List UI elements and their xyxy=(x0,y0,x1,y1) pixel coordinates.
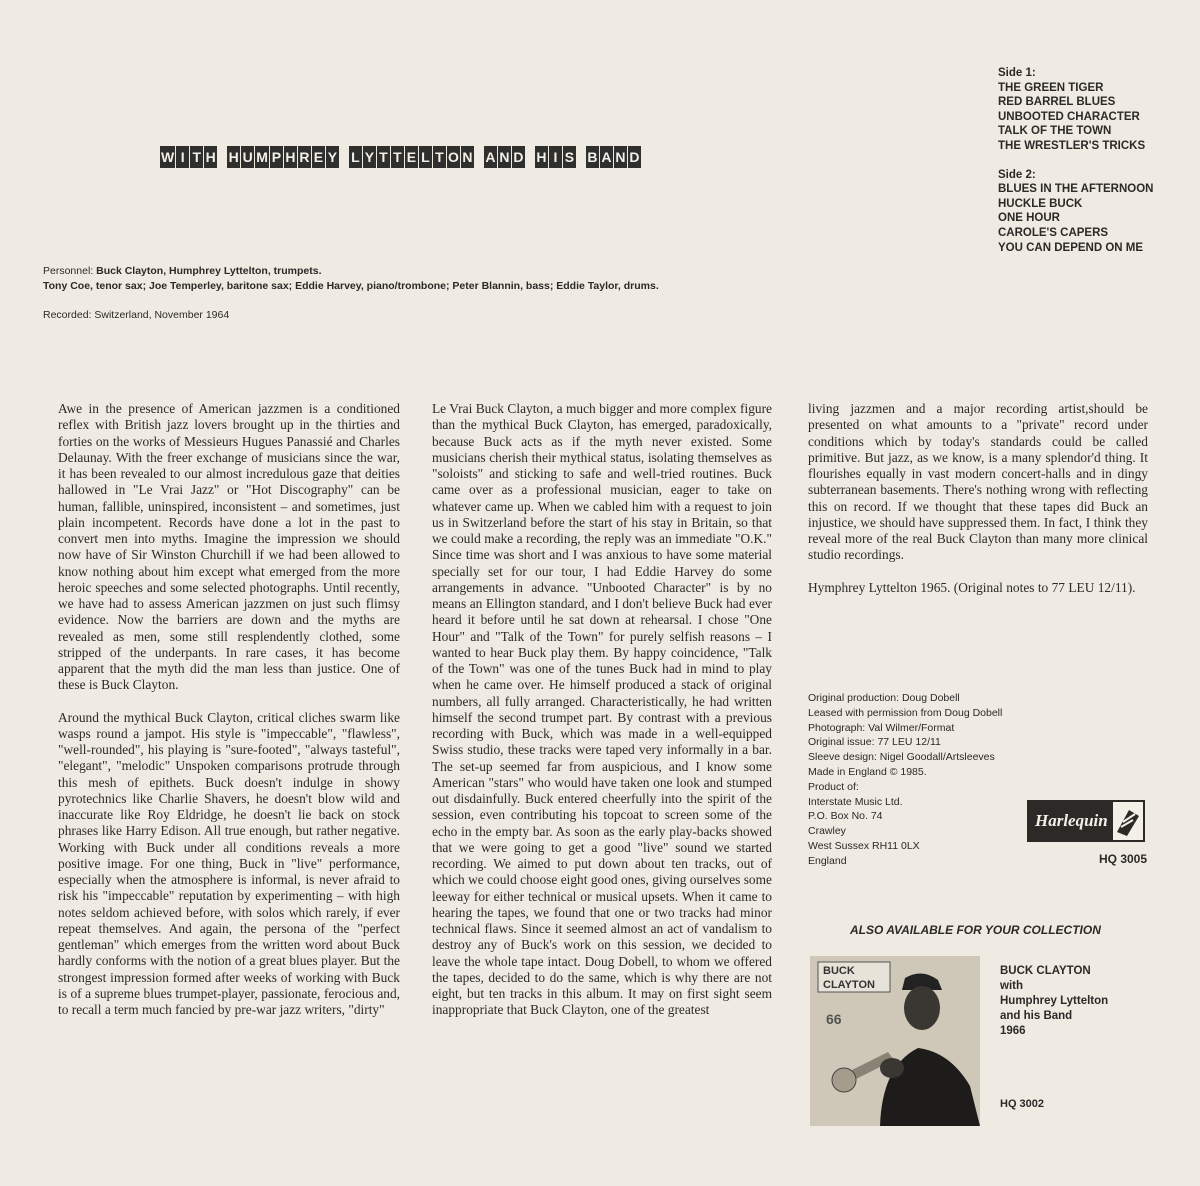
credit-line: Leased with permission from Doug Dobell xyxy=(808,706,1003,719)
side2-heading: Side 2: xyxy=(998,168,1036,181)
track-list-side2 xyxy=(998,182,1188,255)
banner-letter: M xyxy=(255,146,269,168)
notes-paragraph: living jazzmen and a major recording artist,should be presented on what amounts to a "private" record under conditions which by today's standards could be called primitive. But jazz, as we know, is a many splendor'd thing. It flourishes equally in vast modern concert-halls and in dingy subterranean basements. There's nothing wrong with reflecting this on record. If we thought that these tapes did Buck an injustice, we should have suppressed them. In fact, I think they reveal more of the real Buck Clayton than many more clinical studio recordings. xyxy=(808,401,1148,563)
banner-letter: H xyxy=(535,146,548,168)
track-list-side1 xyxy=(998,81,1188,154)
banner-letter: E xyxy=(405,146,418,168)
banner-letter: A xyxy=(600,146,613,168)
liner-notes-column-3 xyxy=(808,401,1148,612)
related-album-title-line: and his Band xyxy=(1000,1010,1073,1022)
track-item: HUCKLE BUCK xyxy=(998,197,1083,210)
banner-letter: T xyxy=(433,146,446,168)
album-title-banner xyxy=(160,146,641,168)
logo-mark-icon xyxy=(1111,800,1145,842)
banner-letter: H xyxy=(284,146,297,168)
personnel-line2: Tony Coe, tenor sax; Joe Temperley, baritone sax; Eddie Harvey, piano/trombone; Peter Blannin, bass; Eddie Taylor, drums. xyxy=(43,280,659,292)
track-item: TALK OF THE TOWN xyxy=(998,125,1112,138)
recording-info: Recorded: Switzerland, November 1964 xyxy=(43,309,230,321)
related-album-title-line: with xyxy=(1000,980,1023,992)
personnel-line1 xyxy=(43,264,743,279)
credit-line: Made in England © 1985. xyxy=(808,765,927,778)
track-item: THE WRESTLER'S TRICKS xyxy=(998,139,1146,152)
banner-word xyxy=(160,146,217,168)
cover-text-line2: CLAYTON xyxy=(823,979,875,991)
related-album-catalog: HQ 3002 xyxy=(1000,1098,1045,1110)
credit-line: Interstate Music Ltd. xyxy=(808,795,903,808)
related-album-cover xyxy=(810,956,980,1126)
notes-signature: Hymphrey Lyttelton 1965. (Original notes to 77 LEU 12/11). xyxy=(808,579,1136,595)
credit-line: England xyxy=(808,854,847,867)
related-album-title-line: 1966 xyxy=(1000,1025,1026,1037)
personnel-label: Personnel: xyxy=(43,265,94,277)
banner-letter: R xyxy=(298,146,311,168)
credit-line: Photograph: Val Wilmer/Format xyxy=(808,721,955,734)
track-item: BLUES IN THE AFTERNOON xyxy=(998,183,1154,196)
credit-line: Product of: xyxy=(808,780,859,793)
banner-word xyxy=(349,146,474,168)
credit-line: Crawley xyxy=(808,825,846,838)
banner-letter: T xyxy=(190,146,203,168)
banner-word xyxy=(535,146,576,168)
logo-glyph-icon xyxy=(1113,802,1143,840)
track-item: UNBOOTED CHARACTER xyxy=(998,110,1140,123)
banner-letter: N xyxy=(461,146,474,168)
also-available-heading: ALSO AVAILABLE FOR YOUR COLLECTION xyxy=(850,923,1101,937)
credit-line: West Sussex RH11 0LX xyxy=(808,839,920,852)
banner-letter: L xyxy=(419,146,432,168)
banner-letter: I xyxy=(176,146,189,168)
banner-letter: H xyxy=(204,146,217,168)
credit-line: Original production: Doug Dobell xyxy=(808,692,960,704)
banner-letter: O xyxy=(447,146,460,168)
tracklist xyxy=(998,66,1188,255)
banner-letter: I xyxy=(549,146,562,168)
cover-artwork xyxy=(810,956,980,1126)
related-album-title-line: BUCK CLAYTON xyxy=(1000,965,1091,977)
side1-heading: Side 1: xyxy=(998,67,1036,79)
logo-wordmark: Harlequin xyxy=(1035,811,1108,830)
notes-paragraph: Around the mythical Buck Clayton, critical cliches swarm like wasps round a jampot. His style is "impeccable", "flawless", "well-rounded", his playing is "sure-footed", "always tasteful", "elegant", "melodic" Unspoken comparisons protrude through this mesh of epithets. Buck doesn't indulge in showy pyrotechnics like Charlie Shavers, he doesn't blow wild and inaccurate like Roy Eldridge, he doesn't lie back on stock phrases like Harry Edison. All true enough, but rather negative. Working with Buck under all conditions reveals a more positive image. For one thing, Buck in "live" performance, especially when the atmosphere is informal, is never afraid to risk his "impeccable" reputation by experimenting – with high notes seldom achieved before, with solos which rarely, if ever repeat themselves. And again, the persona of the "perfect gentleman" which emerges from the written word about Buck hardly conforms with the notion of a great blues player. But the strongest impression formed after weeks of working with Buck is of a supreme blues trumpet-player, passionate, ferocious and, to recall a term much fancied by pre-war jazz writers, "dirty" xyxy=(58,709,400,1017)
banner-letter: P xyxy=(270,146,283,168)
related-album-title xyxy=(1000,964,1108,1039)
track-item: YOU CAN DEPEND ON ME xyxy=(998,241,1144,254)
banner-word xyxy=(586,146,641,168)
banner-letter: Y xyxy=(363,146,376,168)
cover-text-line1: BUCK xyxy=(823,965,855,977)
banner-letter: N xyxy=(614,146,627,168)
liner-notes-column-2 xyxy=(432,401,772,1035)
harlequin-logo xyxy=(1027,800,1145,842)
track-item: CAROLE'S CAPERS xyxy=(998,226,1109,239)
notes-paragraph: Le Vrai Buck Clayton, a much bigger and more complex figure than the mythical Buck Clayton, has emerged, paradoxically, because Buck acts as if the myth never existed. Some musicians cherish their mythical status, isolating themselves as "soloists" and sticking to safe and well-tried routines. Buck came over as a professional musician, eager to take on whatever came up. When we cabled him with a request to join us in Switzerland before the start of his stay in Britain, so that we could make a recording, the reply was an immediate "O.K." Since time was short and I was anxious to have some material specially set for our tour, I had Eddie Harvey do some arrangements in advance. "Unbooted Character" is by no means an Ellington standard, and I don't believe Buck had ever heard it before until he sat down at rehearsal. I chose "One Hour" and "Talk of the Town" for purely selfish reasons – I wanted to hear Buck play them. By happy coincidence, "Talk of the Town" was one of the tunes Buck had in mind to play when he came over. He himself produced a stack of original numbers, all fully arranged. Characteristically, he had written himself the second trumpet part. By contrast with a previous recording with Buck, which was made in a well-equipped Swiss studio, these tracks were taped very informally in a bar. The set-up seemed far from auspicious, and I know some American "stars" who would have taken one look and stumped out disdainfully. Buck entered cheerfully into the spirit of the session, even contributing his topcoat to screen some of the echo in the empty bar. As soon as the early play-backs showed that we were going to get a good "live" sound we started recording. We aimed to put down about ten tracks, out of which we could choose eight good ones, giving ourselves some leeway for either technical or musical upsets. When it came to hearing the tapes, we found that one or two tracks had minor technical flaws. Since it seemed almost an act of vandalism to destroy any of Buck's work on this session, we decided to leave the whole tape intact. Doug Dobell, to whom we offered the tapes, decided to do the same, which is why there are not eight, but ten tracks in this album. It may on first sight seem inappropriate that Buck Clayton, one of the greatest xyxy=(432,401,772,1018)
production-credits xyxy=(808,691,1048,869)
banner-letter: T xyxy=(391,146,404,168)
track-item: ONE HOUR xyxy=(998,212,1060,225)
banner-letter: D xyxy=(512,146,525,168)
banner-letter: N xyxy=(498,146,511,168)
banner-letter: W xyxy=(160,146,175,168)
credit-line: Sleeve design: Nigel Goodall/Artsleeves xyxy=(808,751,995,764)
notes-paragraph: Awe in the presence of American jazzmen is a conditioned reflex with British jazz lovers brought up in the thirties and forties on the works of Messieurs Hugues Panassié and Charles Delaunay. With the freer exchange of musicians since the war, it has been revealed to our almost incredulous gaze that deities hallowed in "Le Vrai Jazz" or "Hot Discography" can be human, fallible, uninspired, inconsistent – and sometimes, just plain incompetent. Records have done a lot in the past to convert men into myths. Imagine the impression we should now have of Sir Winston Churchill if we had been allowed to know nothing about him except what emerged from the more heroic speeches and some selected photographs. Until recently, we have had to assess American jazzmen on just such flimsy evidence. Now the barriers are down and the myths are revealed as men, some still resplendently clothed, some stripped of the underpants. In rare cases, it has become apparent that the myth did the man less than justice. One of these is Buck Clayton. xyxy=(58,401,400,693)
personnel-trumpets: Buck Clayton, Humphrey Lyttelton, trumpets. xyxy=(96,265,322,277)
personnel-block xyxy=(43,264,743,294)
banner-word xyxy=(484,146,525,168)
banner-letter: A xyxy=(484,146,497,168)
track-item: RED BARREL BLUES xyxy=(998,96,1116,109)
banner-letter: Y xyxy=(326,146,339,168)
banner-letter: D xyxy=(628,146,641,168)
catalog-number: HQ 3005 xyxy=(1099,852,1148,866)
banner-word xyxy=(227,146,339,168)
cover-year: 66 xyxy=(826,1011,842,1027)
related-album-title-line: Humphrey Lyttelton xyxy=(1000,995,1109,1007)
credit-line: Original issue: 77 LEU 12/11 xyxy=(808,736,941,749)
banner-letter: L xyxy=(349,146,362,168)
banner-letter: T xyxy=(377,146,390,168)
banner-letter: E xyxy=(312,146,325,168)
track-item: THE GREEN TIGER xyxy=(998,81,1104,94)
banner-letter: U xyxy=(241,146,254,168)
credit-line: P.O. Box No. 74 xyxy=(808,810,883,823)
liner-notes-column-1 xyxy=(58,401,400,1034)
banner-letter: B xyxy=(586,146,599,168)
banner-letter: S xyxy=(563,146,576,168)
banner-letter: H xyxy=(227,146,240,168)
